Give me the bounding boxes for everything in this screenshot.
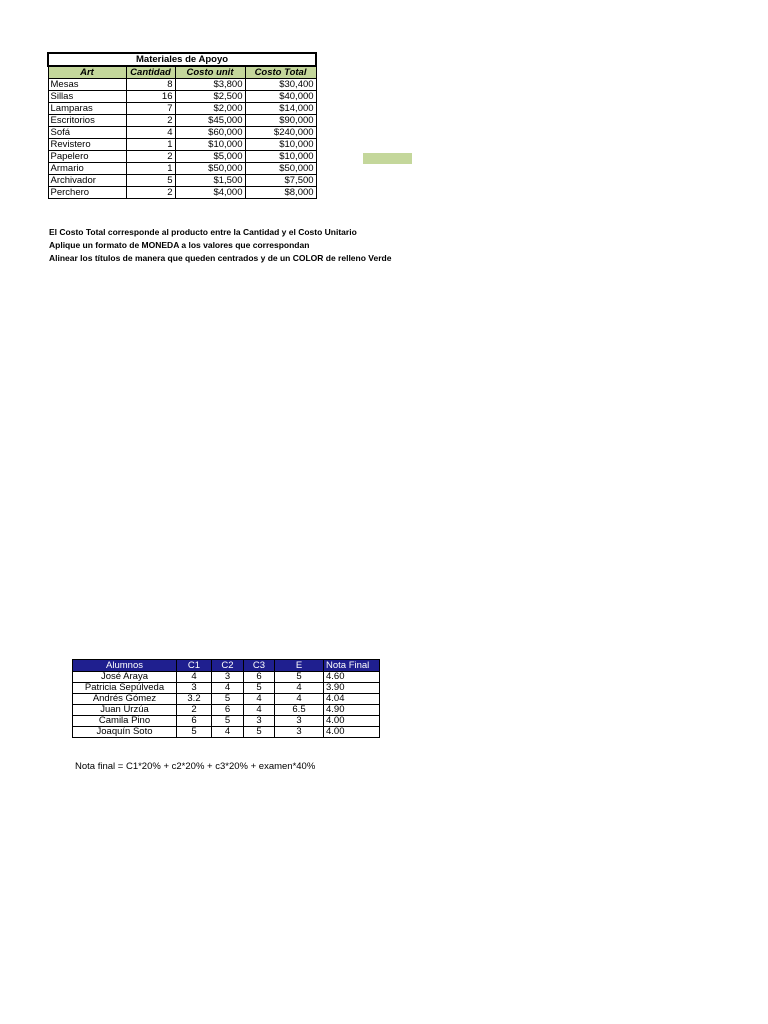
cell-e[interactable]: 6.5 [275, 705, 324, 716]
cell-costo-unit[interactable]: $5,000 [175, 151, 245, 163]
cell-c3[interactable]: 5 [244, 683, 275, 694]
cell-nota-final[interactable]: 4.04 [324, 694, 380, 705]
cell-costo-total[interactable]: $10,000 [245, 151, 316, 163]
cell-cantidad[interactable]: 5 [126, 175, 175, 187]
materiales-header-row [48, 66, 316, 79]
cell-c1[interactable]: 3.2 [177, 694, 212, 705]
cell-alumno[interactable]: Patricia Sepúlveda [73, 683, 177, 694]
cell-alumno[interactable]: Camila Pino [73, 716, 177, 727]
cell-art[interactable]: Papelero [48, 151, 126, 163]
cell-costo-total[interactable]: $10,000 [245, 139, 316, 151]
cell-alumno[interactable]: José Araya [73, 672, 177, 683]
cell-costo-total[interactable]: $14,000 [245, 103, 316, 115]
cell-e[interactable]: 3 [275, 716, 324, 727]
cell-e[interactable]: 5 [275, 672, 324, 683]
cell-costo-unit[interactable]: $10,000 [175, 139, 245, 151]
header-c3[interactable]: C3 [244, 660, 275, 672]
header-costo-unit[interactable]: Costo unit [175, 66, 245, 79]
cell-costo-total[interactable]: $50,000 [245, 163, 316, 175]
header-costo-total[interactable]: Costo Total [245, 66, 316, 79]
cell-costo-unit[interactable]: $2,500 [175, 91, 245, 103]
table-row [48, 91, 316, 103]
table-row [48, 163, 316, 175]
cell-cantidad[interactable]: 2 [126, 187, 175, 199]
cell-nota-final[interactable]: 4.00 [324, 716, 380, 727]
cell-cantidad[interactable]: 2 [126, 115, 175, 127]
cell-c3[interactable]: 4 [244, 694, 275, 705]
instruction-3[interactable]: Alinear los títulos de manera que queden centrados y de un COLOR de relleno Verde [49, 253, 392, 263]
cell-art[interactable]: Mesas [48, 79, 126, 91]
cell-c2[interactable]: 3 [212, 672, 244, 683]
cell-art[interactable]: Sillas [48, 91, 126, 103]
cell-art[interactable]: Revistero [48, 139, 126, 151]
cell-c1[interactable]: 4 [177, 672, 212, 683]
cell-costo-unit[interactable]: $60,000 [175, 127, 245, 139]
cell-cantidad[interactable]: 4 [126, 127, 175, 139]
table-row [48, 79, 316, 91]
cell-costo-total[interactable]: $240,000 [245, 127, 316, 139]
cell-c2[interactable]: 4 [212, 683, 244, 694]
cell-cantidad[interactable]: 2 [126, 151, 175, 163]
instruction-1[interactable]: El Costo Total corresponde al producto entre la Cantidad y el Costo Unitario [49, 227, 357, 237]
table-row [73, 716, 380, 727]
header-cantidad[interactable]: Cantidad [126, 66, 175, 79]
green-fill-cell[interactable] [363, 153, 412, 164]
table-row [73, 727, 380, 738]
nota-final-formula[interactable]: Nota final = C1*20% + c2*20% + c3*20% + examen*40% [75, 761, 316, 772]
cell-nota-final[interactable]: 4.90 [324, 705, 380, 716]
cell-c1[interactable]: 3 [177, 683, 212, 694]
cell-alumno[interactable]: Juan Urzúa [73, 705, 177, 716]
cell-costo-unit[interactable]: $1,500 [175, 175, 245, 187]
cell-c1[interactable]: 6 [177, 716, 212, 727]
cell-nota-final[interactable]: 3.90 [324, 683, 380, 694]
cell-c1[interactable]: 5 [177, 727, 212, 738]
cell-e[interactable]: 3 [275, 727, 324, 738]
table-row [48, 115, 316, 127]
cell-art[interactable]: Archivador [48, 175, 126, 187]
cell-cantidad[interactable]: 16 [126, 91, 175, 103]
cell-e[interactable]: 4 [275, 683, 324, 694]
header-c1[interactable]: C1 [177, 660, 212, 672]
cell-art[interactable]: Escritorios [48, 115, 126, 127]
materiales-title[interactable]: Materiales de Apoyo [48, 53, 316, 66]
header-c2[interactable]: C2 [212, 660, 244, 672]
table-row [73, 672, 380, 683]
header-nota-final[interactable]: Nota Final [324, 660, 380, 672]
cell-alumno[interactable]: Andrés Gómez [73, 694, 177, 705]
cell-c3[interactable]: 5 [244, 727, 275, 738]
cell-nota-final[interactable]: 4.00 [324, 727, 380, 738]
notas-body [73, 672, 380, 738]
cell-costo-total[interactable]: $90,000 [245, 115, 316, 127]
cell-e[interactable]: 4 [275, 694, 324, 705]
table-row [48, 175, 316, 187]
cell-costo-unit[interactable]: $4,000 [175, 187, 245, 199]
cell-c2[interactable]: 5 [212, 716, 244, 727]
header-art[interactable]: Art [48, 66, 126, 79]
cell-alumno[interactable]: Joaquín Soto [73, 727, 177, 738]
cell-art[interactable]: Armario [48, 163, 126, 175]
cell-c3[interactable]: 4 [244, 705, 275, 716]
header-e[interactable]: E [275, 660, 324, 672]
cell-art[interactable]: Perchero [48, 187, 126, 199]
cell-c2[interactable]: 5 [212, 694, 244, 705]
materiales-body [48, 79, 316, 199]
table-row [48, 187, 316, 199]
cell-c1[interactable]: 2 [177, 705, 212, 716]
table-row [48, 139, 316, 151]
table-row [48, 103, 316, 115]
cell-costo-unit[interactable]: $3,800 [175, 79, 245, 91]
cell-costo-total[interactable]: $8,000 [245, 187, 316, 199]
cell-cantidad[interactable]: 7 [126, 103, 175, 115]
cell-cantidad[interactable]: 1 [126, 163, 175, 175]
cell-costo-total[interactable]: $40,000 [245, 91, 316, 103]
cell-costo-unit[interactable]: $50,000 [175, 163, 245, 175]
cell-c3[interactable]: 6 [244, 672, 275, 683]
cell-art[interactable]: Lamparas [48, 103, 126, 115]
header-alumnos[interactable]: Alumnos [73, 660, 177, 672]
cell-cantidad[interactable]: 1 [126, 139, 175, 151]
cell-c2[interactable]: 4 [212, 727, 244, 738]
cell-c3[interactable]: 3 [244, 716, 275, 727]
cell-cantidad[interactable]: 8 [126, 79, 175, 91]
notas-table [72, 659, 380, 738]
table-row [73, 694, 380, 705]
table-row [48, 127, 316, 139]
cell-costo-unit[interactable]: $2,000 [175, 103, 245, 115]
notas-header-row [73, 660, 380, 672]
table-row [73, 705, 380, 716]
cell-c2[interactable]: 6 [212, 705, 244, 716]
cell-nota-final[interactable]: 4.60 [324, 672, 380, 683]
instruction-2[interactable]: Aplique un formato de MONEDA a los valores que correspondan [49, 240, 310, 250]
cell-costo-total[interactable]: $30,400 [245, 79, 316, 91]
table-row [48, 151, 316, 163]
cell-art[interactable]: Sofá [48, 127, 126, 139]
table-row [73, 683, 380, 694]
materiales-table [47, 52, 317, 199]
cell-costo-unit[interactable]: $45,000 [175, 115, 245, 127]
cell-costo-total[interactable]: $7,500 [245, 175, 316, 187]
